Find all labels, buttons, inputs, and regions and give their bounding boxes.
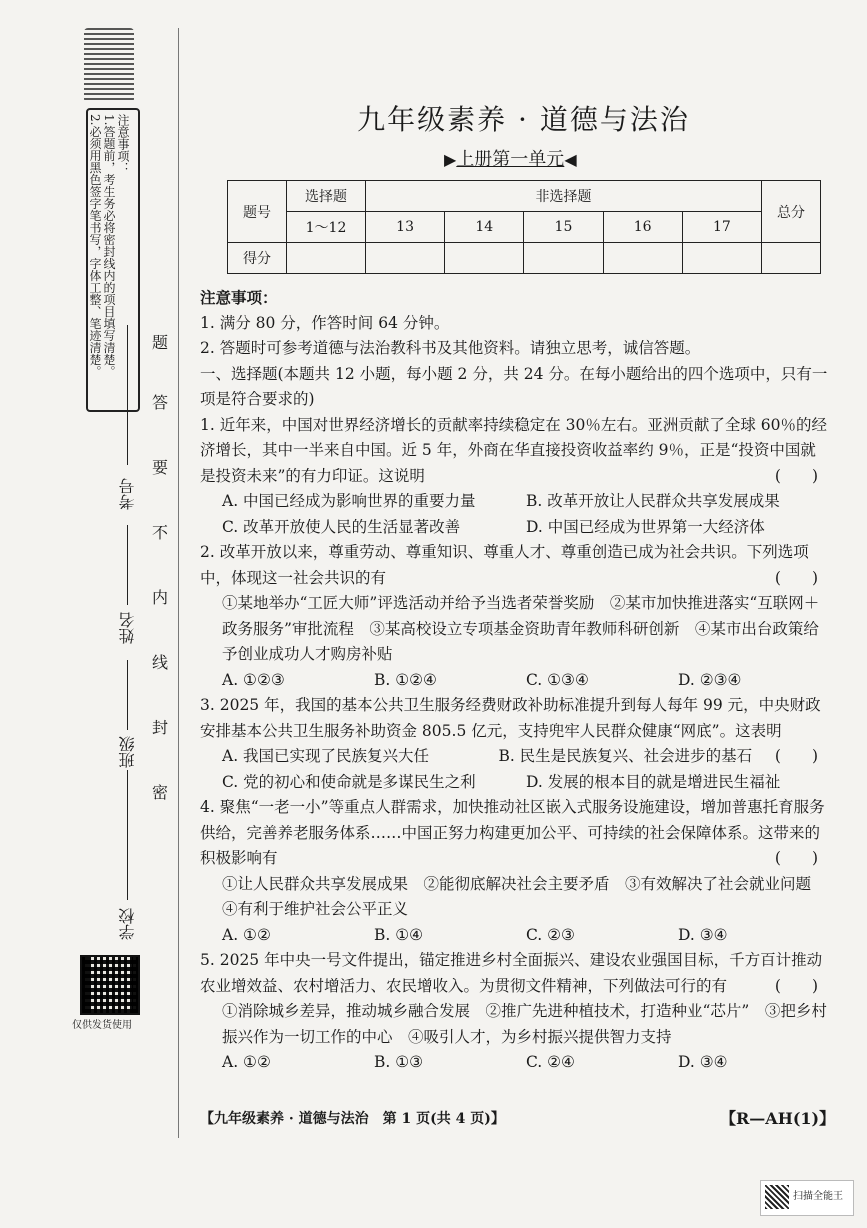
option[interactable]: A. ①② (222, 1053, 271, 1071)
seal-char: 密 (152, 783, 169, 802)
option[interactable]: B. 民生是民族复兴、社会进步的基石 (498, 747, 753, 765)
option[interactable]: C. ②③ (526, 925, 575, 944)
seal-char: 要 (152, 458, 169, 477)
binding-edge (84, 28, 134, 103)
footer-page-info: 【九年级素养 · 道德与法治 第 1 页(共 4 页)】 (200, 1111, 505, 1127)
unit-subtitle (444, 145, 577, 171)
option[interactable]: B. 改革开放让人民群众共享发展成果 (526, 492, 780, 510)
question-number: 13 (366, 212, 445, 243)
score-cell[interactable] (682, 243, 761, 274)
side-notice-2: 2.必须用黑色签字笔书写，字体工整、笔迹清楚。 (88, 114, 102, 378)
score-cell[interactable] (762, 243, 821, 274)
note-2: 2. 答题时可参考道德与法治教科书及其他资料。请独立思考，诚信答题。 (200, 339, 701, 357)
section-heading: 一、选择题(本题共 12 小题，每小题 2 分，共 24 分。在每小题给出的四个选项中，只有一项是符合要求的) (200, 364, 828, 408)
option-row (200, 1050, 830, 1076)
choice-range: 1～12 (287, 212, 366, 243)
answer-paren[interactable]: ( ) (774, 466, 818, 485)
qr-caption: 仅供发货使用 (72, 1020, 132, 1031)
scanner-badge-text: 扫描全能王 (793, 1191, 843, 1202)
side-notice-box (86, 108, 140, 412)
question-text: 2. 改革开放以来，尊重劳动、尊重知识、尊重人才、尊重创造已成为社会共识。下列选项中，体现这一社会共识的有 (200, 543, 809, 587)
option[interactable]: D. ②③④ (678, 670, 742, 689)
option-row (200, 515, 830, 541)
answer-paren[interactable]: ( ) (774, 568, 818, 587)
score-cell[interactable] (524, 243, 603, 274)
school-label: 学校 (118, 908, 137, 940)
note-1: 1. 满分 80 分，作答时间 64 分钟。 (200, 313, 450, 332)
score-cell[interactable] (445, 243, 524, 274)
seal-char: 答 (152, 393, 169, 412)
side-notice-1: 1.答题前，考生务必将密封线内的项目填写清楚。 (102, 114, 116, 378)
class-label: 班级 (118, 736, 137, 768)
answer-paren[interactable]: ( ) (774, 747, 818, 765)
score-cell[interactable] (366, 243, 445, 274)
scanner-qr-icon (765, 1185, 789, 1209)
name-blank[interactable] (127, 525, 128, 605)
scanner-badge (760, 1180, 854, 1216)
name-label: 姓名 (118, 612, 137, 644)
seal-char: 内 (152, 588, 169, 607)
question-text: 1. 近年来，中国对世界经济增长的贡献率持续稳定在 30％左右。亚洲贡献了全球 60％的经济增长，其中一半来自中国。近 5 年，外商在华直接投资收益率约 9％，正是“投资中国就是投资未来”的有力印证。这说明 (200, 415, 828, 485)
page-title: 九年级素养 · 道德与法治 (357, 103, 690, 136)
class-blank[interactable] (127, 660, 128, 730)
question-number: 14 (445, 212, 524, 243)
seal-char: 线 (152, 653, 169, 672)
option[interactable]: D. 发展的根本目的就是增进民生福祉 (526, 772, 781, 791)
score-table (227, 180, 821, 274)
option[interactable]: B. ①②④ (374, 670, 437, 689)
question-stem (200, 948, 830, 999)
exam-number-blank[interactable] (127, 325, 128, 465)
option[interactable]: A. 我国已实现了民族复兴大任 (222, 747, 430, 765)
exam-number-label: 考号 (118, 478, 137, 510)
option-row (200, 770, 830, 796)
exam-content (200, 285, 830, 1076)
qr-code (80, 955, 140, 1015)
option-row (200, 489, 830, 515)
option[interactable]: C. ①③④ (526, 670, 589, 689)
question-number: 15 (524, 212, 603, 243)
score-cell[interactable] (287, 243, 366, 274)
right-triangle-icon: ▶ (444, 150, 457, 169)
question-text: 4. 聚焦“一老一小”等重点人群需求，加快推动社区嵌入式服务设施建设，增加普惠托育服务供给，完善养老服务体系……中国正努力构建更加公平、可持续的社会保障体系。这带来的积极影响有 (200, 798, 825, 867)
question-stem (200, 795, 830, 872)
left-triangle-icon: ◀ (564, 150, 577, 169)
question-number: 16 (603, 212, 682, 243)
score-cell[interactable] (603, 243, 682, 274)
question-text: 3. 2025 年，我国的基本公共卫生服务经费财政补助标准提升到每人每年 99 元，中央财政安排基本公共卫生服务补助资金 805.5 亿元，支持兜牢人民群众健康“网底”。这表明 (200, 696, 821, 740)
footer-code: 【R—AH(1)】 (720, 1109, 836, 1128)
score-label: 得分 (228, 243, 287, 274)
row-label: 题号 (228, 181, 287, 243)
binding-line (178, 28, 179, 1138)
option[interactable]: D. ③④ (678, 1053, 728, 1071)
question-items: ①消除城乡差异，推动城乡融合发展 ②推广先进种植技术，打造种业“芯片” ③把乡村振兴作为一切工作的中心 ④吸引人才，为乡村振兴提供智力支持 (222, 1002, 827, 1046)
option-row (200, 744, 775, 770)
option[interactable]: B. ①④ (374, 925, 424, 944)
unit-subtitle-text: 上册第一单元 (456, 149, 565, 170)
answer-paren[interactable]: ( ) (774, 976, 818, 995)
nonchoice-header: 非选择题 (366, 181, 762, 212)
seal-char: 不 (152, 523, 169, 542)
seal-char: 题 (152, 333, 169, 352)
option-row (200, 668, 830, 694)
question-items: ①让人民群众共享发展成果 ②能彻底解决社会主要矛盾 ③有效解决了社会就业问题 ④有利于维护社会公平正义 (222, 874, 827, 918)
notes-title: 注意事项： (200, 288, 278, 307)
seal-char: 封 (152, 718, 169, 737)
school-blank[interactable] (127, 770, 128, 900)
total-header: 总分 (762, 181, 821, 243)
option[interactable]: D. 中国已经成为世界第一大经济体 (526, 517, 765, 536)
option[interactable]: A. ①②③ (222, 670, 285, 689)
option[interactable]: A. ①② (222, 925, 271, 944)
question-stem (200, 540, 830, 591)
answer-paren[interactable]: ( ) (774, 849, 818, 867)
option[interactable]: C. 党的初心和使命就是多谋民生之利 (222, 772, 476, 791)
choice-header: 选择题 (287, 181, 366, 212)
question-stem (200, 413, 830, 490)
option[interactable]: C. 改革开放使人民的生活显著改善 (222, 517, 461, 536)
question-number: 17 (682, 212, 761, 243)
option[interactable]: A. 中国已经成为影响世界的重要力量 (222, 492, 476, 510)
option-row (200, 923, 830, 949)
question-items: ①某地举办“工匠大师”评选活动并给予当选者荣誉奖励 ②某市加快推进落实“互联网＋政务服务”审批流程 ③某高校设立专项基金资助青年教师科研创新 ④某市出台政策给予创业成功人才购房补贴 (222, 594, 820, 663)
side-notice-title: 注意事项： (116, 114, 130, 174)
option[interactable]: D. ③④ (678, 925, 728, 944)
option[interactable]: B. ①③ (374, 1053, 424, 1071)
question-text: 5. 2025 年中央一号文件提出，锚定推进乡村全面振兴、建设农业强国目标，千方百计推动农业增效益、农村增活力、农民增收入。为贯彻文件精神，下列做法可行的有 (200, 951, 823, 995)
option[interactable]: C. ②④ (526, 1053, 575, 1071)
